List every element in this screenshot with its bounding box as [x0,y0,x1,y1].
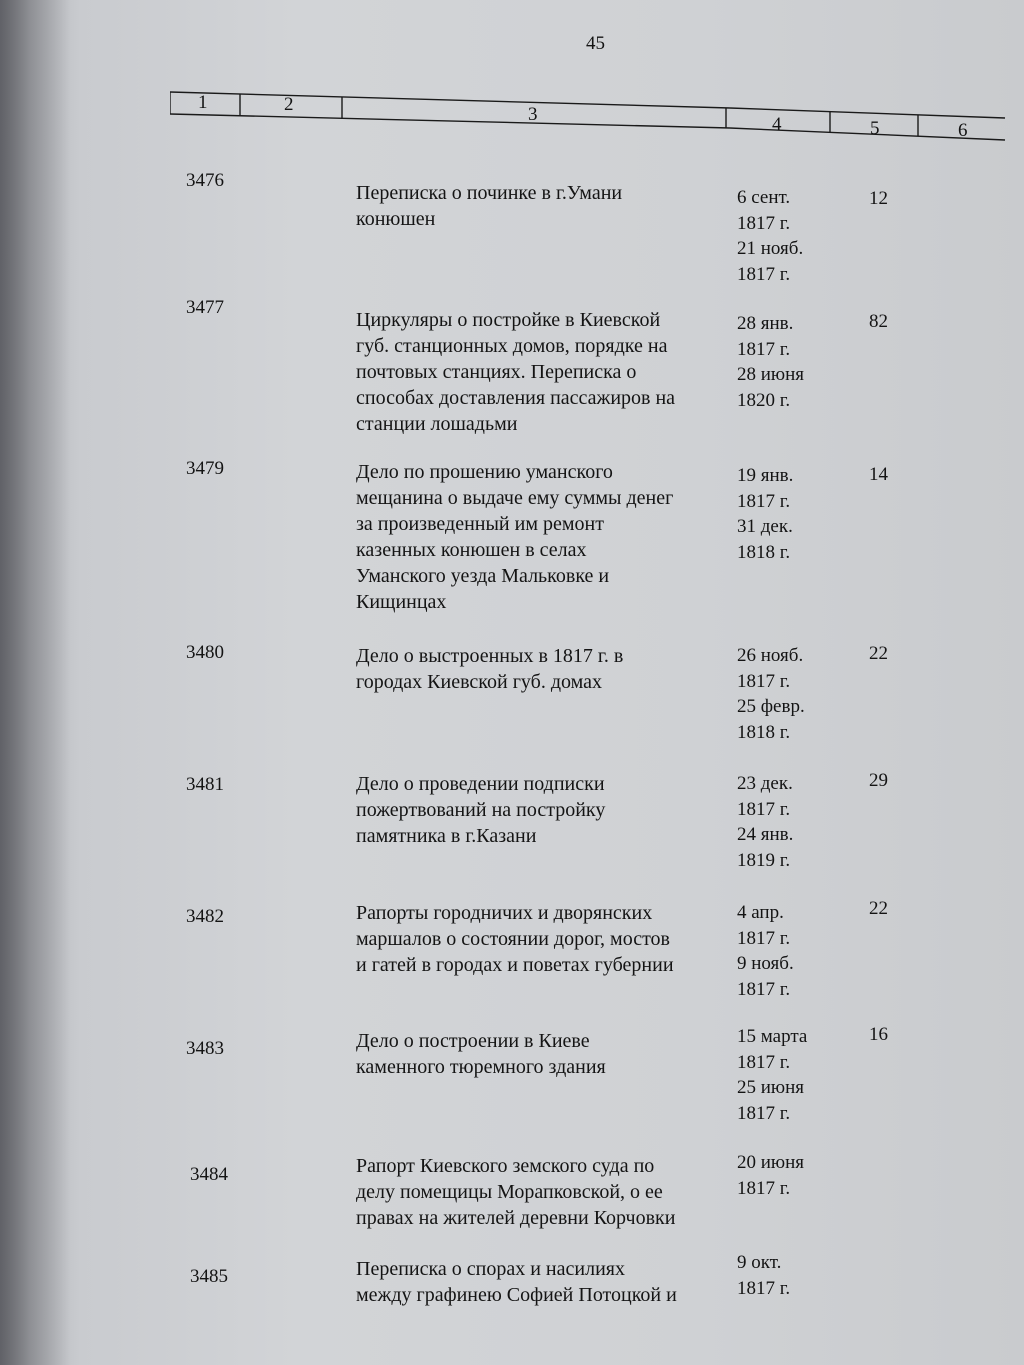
record-dates [737,185,847,287]
record-id: 3477 [186,297,224,318]
record-date-line: 31 дек. [737,516,793,537]
record-sheet-count: 22 [869,643,888,664]
record-title: Рапорт Киевского земского суда по делу помещицы Морапковской, о ее правах на жителей деревни Корчовки [356,1155,676,1229]
record-date-line: 28 июня [737,364,805,385]
record-date-line: 1820 г. [737,389,791,411]
record-title: Переписка о починке в г.Умани конюшен [356,182,623,230]
record-date-line: 6 сент. [737,187,791,208]
record-title: Циркуляры о постройке в Киевской губ. станционных домов, порядке на почтовых станциях. Переписка о способах доставления пассажиров на станции лошадьми [356,309,676,435]
record-dates [737,771,847,873]
page-number: 45 [586,33,605,54]
record-sheet-count: 22 [869,898,888,919]
record-date-line: 1817 г. [737,263,791,285]
record-date-line: 26 нояб. [737,645,804,666]
record-date-line: 15 марта [737,1026,808,1047]
record-date-line: 21 нояб. [737,238,804,259]
record-sheet-count: 82 [869,311,888,332]
record-date-line: 25 июня [737,1077,805,1098]
record-title: Дело о построении в Киеве каменного тюремного здания [356,1030,606,1078]
record-date-line: 4 апр. [737,902,784,923]
record-date-line: 1819 г. [737,849,791,871]
record-dates [737,1024,847,1126]
record-title: Рапорты городничих и дворянских маршалов о состоянии дорог, мостов и гатей в городах и поветах губернии [356,902,674,976]
record-sheet-count: 29 [869,770,888,791]
record-date-line: 1817 г. [737,490,791,512]
record-date-line: 28 янв. [737,313,794,334]
record-title: Дело по прошению уманского мещанина о выдаче ему суммы денег за произведенный им ремонт казенных конюшен в селах Уманского уезда Мальковке и Кищинцах [356,461,674,613]
record-title: Дело о выстроенных в 1817 г. в городах Киевской губ. домах [356,645,624,693]
record-dates [737,311,847,413]
column-number-6: 6 [958,120,968,141]
record-date-line: 1818 г. [737,541,791,563]
record-date-line: 1817 г. [737,1051,791,1073]
record-date-line: 20 июня [737,1152,805,1173]
record-title: Переписка о спорах и насилиях между графинею Софией Потоцкой и [356,1258,677,1306]
record-date-line: 1817 г. [737,927,791,949]
record-id: 3476 [186,170,224,191]
record-sheet-count: 14 [869,464,888,485]
record-date-line: 1817 г. [737,1102,791,1124]
record-title: Дело о проведении подписки пожертвований на постройку памятника в г.Казани [356,773,606,847]
record-id: 3483 [186,1038,224,1059]
record-id: 3485 [190,1266,228,1287]
record-date-line: 23 дек. [737,773,793,794]
record-date-line: 1818 г. [737,721,791,743]
record-date-line: 1817 г. [737,212,791,234]
record-date-line: 1817 г. [737,1277,791,1299]
record-date-line: 1817 г. [737,670,791,692]
record-date-line: 9 окт. [737,1252,782,1273]
column-number-5: 5 [870,118,880,139]
column-header [170,88,1010,158]
record-dates [737,463,847,565]
record-date-line: 1817 г. [737,338,791,360]
record-date-line: 9 нояб. [737,953,794,974]
record-id: 3481 [186,774,224,795]
page-gutter-shadow [0,0,70,1365]
record-sheet-count: 12 [869,188,888,209]
record-dates [737,900,847,1002]
column-header-grid [170,88,1010,158]
record-sheet-count: 16 [869,1024,888,1045]
record-date-line: 1817 г. [737,1177,791,1199]
column-number-1: 1 [198,92,208,113]
record-dates [737,1250,847,1301]
record-dates [737,1150,847,1201]
record-date-line: 24 янв. [737,824,794,845]
record-date-line: 19 янв. [737,465,794,486]
record-date-line: 25 февр. [737,696,805,717]
record-id: 3482 [186,906,224,927]
column-number-2: 2 [284,94,294,115]
record-date-line: 1817 г. [737,978,791,1000]
record-dates [737,643,847,745]
record-id: 3479 [186,458,224,479]
record-date-line: 1817 г. [737,798,791,820]
column-number-3: 3 [528,104,538,125]
record-id: 3480 [186,642,224,663]
record-id: 3484 [190,1164,228,1185]
column-number-4: 4 [772,114,782,135]
